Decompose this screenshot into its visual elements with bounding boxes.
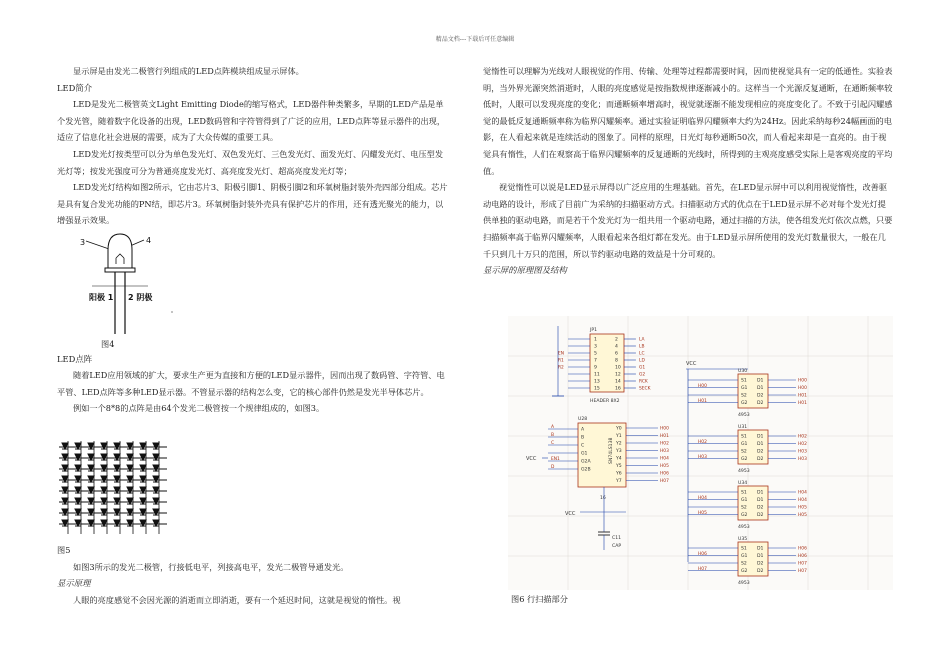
jp1-pin-left: 1 xyxy=(594,337,597,343)
jp1-pin-right: 14 xyxy=(615,379,621,385)
led-structure-paragraph: LED发光灯结构如图2所示，它由芯片3、阳极引脚1、阴极引脚2和环氧树脂封装外壳四部分组成。芯片是具有复合发光功能的PN结，即芯片3。环氧树脂封装外壳具有保护芯片的作用，还有透光聚光的能力，以增强显示效果。 xyxy=(57,182,448,226)
figure-4-caption: 图4 xyxy=(101,339,115,349)
mosfet-output-net: H07 xyxy=(798,569,807,574)
decoder-output-pin: Y0 xyxy=(616,426,622,432)
matrix-example-paragraph: 例如一个8*8的点阵是由64个发光二极管按一个规律组成的，如图3。 xyxy=(73,403,325,414)
visual-persistence-paragraph: 觉惰性可以理解为光线对人眼视觉的作用、传输、处理等过程都需要时间，因而使视觉具有一定的低通性。实验表明，当外界光源突然消逝时，人眼的亮度感觉是按指数规律逐渐减小的。这样当一个光源反复通断，在通断频率较低时，人眼可以发现亮度的变化；而通断频率增高时，视觉就逐渐不能发现相应的亮度变化了。不致于引起闪耀感觉的最低反复通断频率称为临界闪耀频率。通过实验证明临界闪耀频率大约为24Hz。因此采纳每秒24幅画面的电影，在人看起来就是连续活动的图象了。同样的原理，日光灯每秒通断50次，而人看起来却是一直亮的。由于视觉具有惰性，人们在观察高于临界闪耀频率的反复通断的光线时，所得到的主观亮度感受实际上是客观亮度的平均值。 xyxy=(483,66,893,176)
mosfet-part-label: 4953 xyxy=(738,413,750,418)
jp1-left-net: R2 xyxy=(558,365,564,371)
mosfet-part-label: 4953 xyxy=(738,581,750,586)
led-intro-paragraph: LED是发光二极管英文Light Emitting Diode的缩写格式，LED器件种类繁多，早期的LED产品是单个发光管，随着数字化设备的出现，LED数码管和字符管得到了广泛的应用，LED点阵等显示器件的出现，适应了信息化社会进展的需要，成为了大众传媒的重要工具。 xyxy=(57,99,446,143)
mosfet-pin-right: D1 xyxy=(757,386,764,391)
decoder-output-net: H06 xyxy=(660,471,669,477)
mosfet-pin-right: D2 xyxy=(757,401,764,406)
figure-label-3: 3 xyxy=(80,238,86,247)
mosfet-pin-right: D2 xyxy=(757,561,764,567)
mosfet-gate-net: H07 xyxy=(698,567,707,572)
mosfet-gate-net: H02 xyxy=(698,440,707,445)
decoder-output-pin: Y3 xyxy=(616,449,622,454)
scan-driving-paragraph: 视觉惰性可以说是LED显示屏得以广泛应用的生理基础。首先，在LED显示屏中可以利用视觉惰性，改善驱动电路的设计，形成了目前广为采纳的扫描驱动方式。扫描驱动方式的优点在于LED显示屏不必对每个发光灯提供单独的驱动电路，而是若干个发光灯为一组共用一个驱动电路，通过扫描的方法，使各组发光灯依次点燃，只要扫描频率高于临界闪耀频率，人眼看起来各组灯都在发光。由于LED显示屏所使用的发光灯数量很大，一般在几千只到几十万只的范围，所以节约驱动电路的效益是十分可观的。 xyxy=(483,182,893,259)
section-heading-led-intro: LED简介 xyxy=(57,82,93,93)
mosfet-pin-left: S2 xyxy=(741,561,747,567)
jp1-pin-right: 2 xyxy=(615,337,618,343)
figure-6-caption: 图6 行扫描部分 xyxy=(511,594,568,604)
mosfet-pin-left: G2 xyxy=(741,513,748,518)
mosfet-output-net: H02 xyxy=(798,434,807,440)
mosfet-gate-net: H01 xyxy=(698,399,707,404)
mosfet-output-net: H06 xyxy=(798,554,807,559)
row-scan-schematic xyxy=(508,316,893,590)
mosfet-pin-right: D1 xyxy=(757,554,764,559)
cap-part-label: CAP xyxy=(612,544,622,549)
decoder-part-label: SN74LS138 xyxy=(609,437,614,464)
mosfet-output-net: H00 xyxy=(798,378,807,384)
mosfet-output-net: H01 xyxy=(798,393,807,399)
mosfet-pin-right: D1 xyxy=(757,546,764,552)
decoder-output-pin: Y7 xyxy=(616,479,622,484)
jp1-pin-right: 10 xyxy=(615,365,621,371)
mosfet-part-label: 4953 xyxy=(738,469,750,474)
jp1-pin-left: 15 xyxy=(594,386,600,392)
mosfet-ref-label: U35 xyxy=(738,537,748,542)
decoder-input-net: D xyxy=(551,465,555,470)
mosfet-part-label: 4953 xyxy=(738,525,750,530)
mosfet-pin-right: D1 xyxy=(757,498,764,503)
decoder-input-net: A xyxy=(551,425,555,430)
decoder-output-pin: Y1 xyxy=(616,434,622,439)
jp1-right-net: G1 xyxy=(639,365,646,371)
decoder-output-pin: Y2 xyxy=(616,441,622,447)
jp1-right-net: G2 xyxy=(639,372,646,378)
mosfet-gate-net: H03 xyxy=(698,455,707,460)
mosfet-pin-right: D2 xyxy=(757,505,764,511)
led-matrix-figure xyxy=(57,439,169,536)
jp1-pin-right: 8 xyxy=(615,358,618,364)
matrix-conduction-paragraph: 如图3所示的发光二极管，行接低电平，列接高电平，发光二极管导通发光。 xyxy=(73,561,349,572)
jp1-right-net: LD xyxy=(639,358,645,364)
mosfet-output-net: H04 xyxy=(798,498,807,503)
mosfet-gate-net: H00 xyxy=(698,384,707,389)
mosfet-output-net: H04 xyxy=(798,490,807,496)
right-column xyxy=(483,63,893,279)
mosfet-pin-left: G1 xyxy=(741,554,748,559)
left-column-lower xyxy=(57,336,449,417)
mosfet-output-net: H02 xyxy=(798,442,807,447)
mosfet-pin-left: G1 xyxy=(741,498,748,503)
decoder-output-net: H02 xyxy=(660,441,669,447)
mosfet-ref-label: U30 xyxy=(738,369,748,374)
vcc-label-rail: VCC xyxy=(686,361,697,367)
decoder-output-net: H00 xyxy=(660,426,669,432)
mosfet-pin-right: D1 xyxy=(757,378,764,384)
decoder-input-pin: C xyxy=(581,443,585,449)
intro-paragraph: 显示屏是由发光二极管行列组成的LED点阵模块组成显示屏体。 xyxy=(73,66,304,76)
mosfet-pin-right: D1 xyxy=(757,442,764,447)
section-heading-schematic: 显示屏的原理图及结构 xyxy=(483,265,567,276)
mosfet-pin-right: D2 xyxy=(757,449,764,455)
mosfet-pin-right: D2 xyxy=(757,569,764,574)
mosfet-pin-left: G1 xyxy=(741,386,748,391)
decoder-input-pin: G2A xyxy=(581,459,591,465)
jp1-pin-right: 4 xyxy=(615,344,618,350)
mosfet-output-net: H05 xyxy=(798,513,807,518)
mosfet-pin-left: G2 xyxy=(741,401,748,406)
mosfet-pin-left: S1 xyxy=(741,434,747,440)
decoder-output-net: H04 xyxy=(660,456,669,462)
jp1-pin-right: 16 xyxy=(615,386,621,392)
figure-6-caption-wrap xyxy=(511,591,568,608)
jp1-left-net: R1 xyxy=(558,358,564,364)
decoder-input-net: EN1 xyxy=(551,457,560,462)
jp1-right-net: SECK xyxy=(639,386,651,392)
mosfet-output-net: H01 xyxy=(798,401,807,406)
jp1-pin-left: 5 xyxy=(594,351,597,357)
mosfet-pin-right: D2 xyxy=(757,457,764,462)
mosfet-output-net: H03 xyxy=(798,457,807,462)
decoder-output-pin: Y4 xyxy=(616,456,622,462)
decoder-pin-16: 16 xyxy=(600,496,606,501)
decoder-input-net: C xyxy=(551,441,555,446)
mosfet-pin-left: S1 xyxy=(741,490,747,496)
mosfet-output-net: H03 xyxy=(798,449,807,455)
section-heading-principle: 显示原理 xyxy=(57,578,91,589)
jp1-pin-left: 13 xyxy=(594,379,600,385)
mosfet-pin-left: S1 xyxy=(741,378,747,384)
mosfet-pin-left: S2 xyxy=(741,393,747,399)
principle-paragraph: 人眼的亮度感觉不会因光源的消逝而立即消逝，要有一个延迟时间，这就是视觉的惰性。视 xyxy=(73,594,401,605)
decoder-output-net: H07 xyxy=(660,479,669,484)
mosfet-pin-right: D2 xyxy=(757,393,764,399)
decoder-output-net: H01 xyxy=(660,434,669,439)
figure-5-caption: 图5 xyxy=(57,545,71,555)
page-header: 精品文档---下载后可任意编辑 xyxy=(435,36,515,43)
decoder-output-net: H05 xyxy=(660,464,669,469)
decoder-input-pin: G2B xyxy=(581,467,591,473)
mosfet-pin-left: G1 xyxy=(741,442,748,447)
section-heading-led-matrix: LED点阵 xyxy=(57,353,93,364)
jp1-pin-left: 7 xyxy=(594,358,597,364)
mosfet-pin-left: S2 xyxy=(741,505,747,511)
mosfet-gate-net: H04 xyxy=(698,496,707,501)
jp1-right-net: LB xyxy=(639,344,645,350)
led-structure-figure xyxy=(72,228,192,338)
jp1-part-label: HEADER 8X2 xyxy=(590,399,620,404)
decoder-ref-label: U28 xyxy=(578,417,588,422)
mosfet-pin-left: S1 xyxy=(741,546,747,552)
mosfet-pin-right: D2 xyxy=(757,513,764,518)
jp1-right-net: RCK xyxy=(639,379,648,385)
jp1-pin-left: 3 xyxy=(594,344,597,350)
decoder-output-net: H03 xyxy=(660,449,669,454)
mosfet-output-net: H05 xyxy=(798,505,807,511)
cap-ref-label: C11 xyxy=(612,536,622,541)
mosfet-pin-left: S2 xyxy=(741,449,747,455)
decoder-input-net: B xyxy=(551,433,555,438)
mosfet-gate-net: H05 xyxy=(698,511,707,516)
mosfet-output-net: H07 xyxy=(798,561,807,567)
mosfet-pin-left: G2 xyxy=(741,569,748,574)
mosfet-ref-label: U34 xyxy=(738,481,748,486)
jp1-pin-left: 11 xyxy=(594,372,600,378)
anode-label: 阳极 1 xyxy=(89,293,114,302)
decoder-input-pin: A xyxy=(581,427,585,433)
decoder-input-pin: B xyxy=(581,435,585,441)
vcc-label-decoder: VCC xyxy=(526,456,537,462)
mosfet-gate-net: H06 xyxy=(698,552,707,557)
decoder-output-pin: Y6 xyxy=(616,471,622,477)
left-column xyxy=(57,63,449,229)
jp1-right-net: LC xyxy=(639,351,645,357)
jp1-pin-left: 9 xyxy=(594,365,597,371)
led-matrix-paragraph: 随着LED应用领域的扩大，要求生产更为直接和方便的LED显示器件，因而出现了数码管、字符管、电平管、LED点阵等多种LED显示器。不管显示器的结构怎么变，它的核心部件仍然是发光半导体芯片。 xyxy=(57,370,445,397)
decoder-input-pin: G1 xyxy=(581,451,588,457)
vcc-label-cap: VCC xyxy=(565,511,576,517)
decoder-output-pin: Y5 xyxy=(616,464,622,469)
mosfet-output-net: H06 xyxy=(798,546,807,552)
led-types-paragraph: LED发光灯按类型可以分为单色发光灯、双色发光灯、三色发光灯、面发光灯、闪耀发光灯、电压型发光灯等；按发光强度可分为普通亮度发光灯、高亮度发光灯、超高亮度发光灯等； xyxy=(57,148,444,176)
mosfet-pin-left: G2 xyxy=(741,457,748,462)
mosfet-ref-label: U31 xyxy=(738,425,748,430)
jp1-pin-right: 12 xyxy=(615,372,621,378)
mosfet-pin-right: D1 xyxy=(757,434,764,440)
jp1-label: JP1 xyxy=(590,328,598,333)
figure-label-4: 4 xyxy=(146,236,152,245)
mosfet-output-net: H00 xyxy=(798,386,807,391)
left-column-bottom xyxy=(57,542,449,608)
jp1-right-net: LA xyxy=(639,337,645,343)
mosfet-pin-right: D1 xyxy=(757,490,764,496)
cathode-label: 2 阴极 xyxy=(128,293,153,302)
jp1-left-net: EN xyxy=(558,351,565,357)
jp1-pin-right: 6 xyxy=(615,351,618,357)
